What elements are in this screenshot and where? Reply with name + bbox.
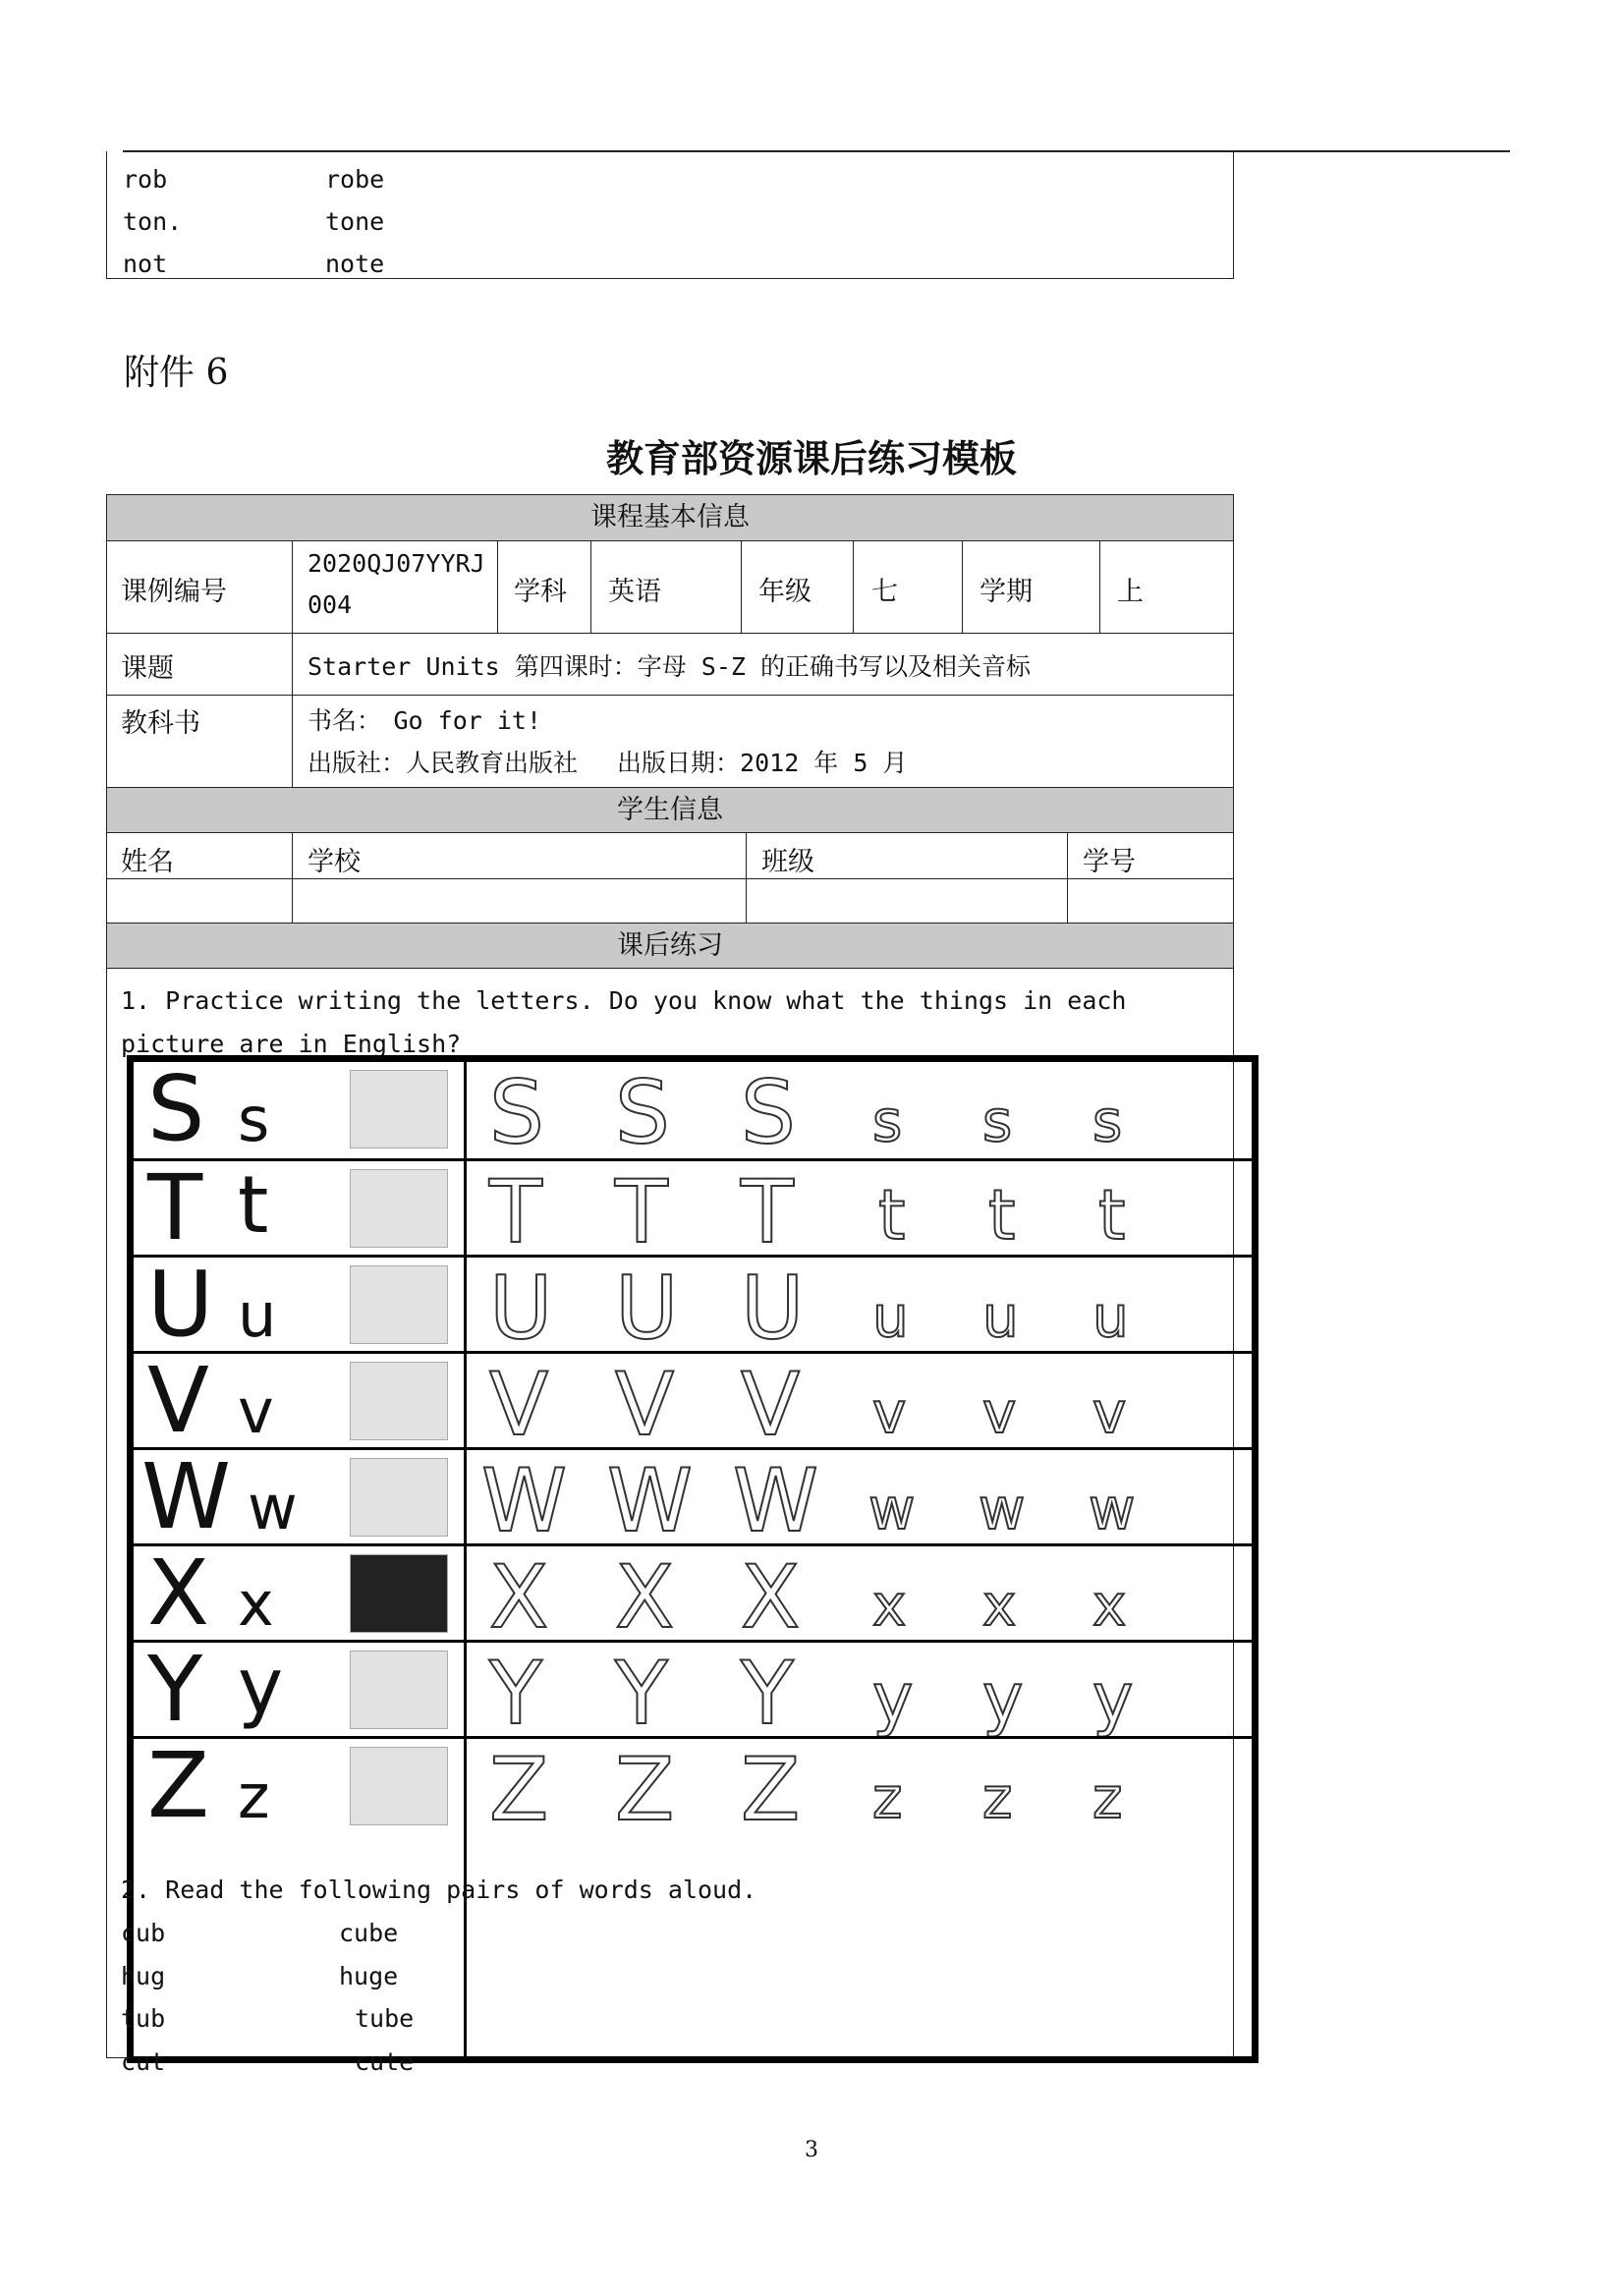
section-course-info: 课程基本信息 xyxy=(107,495,1233,541)
xray-icon xyxy=(350,1554,448,1633)
trace-lower: v xyxy=(982,1379,1017,1446)
trace-lower: s xyxy=(872,1088,903,1154)
turtle-icon xyxy=(350,1169,448,1248)
trace-upper: T xyxy=(741,1161,794,1262)
trace-lower: s xyxy=(1092,1088,1123,1154)
trace-upper: W xyxy=(733,1450,819,1551)
grade-label: 年级 xyxy=(758,577,812,607)
trace-lower: w xyxy=(868,1476,916,1542)
trace-lower: u xyxy=(1092,1283,1129,1350)
letter-upper: Z xyxy=(147,1733,210,1838)
letter-lower: s xyxy=(238,1084,270,1155)
trace-upper: Y xyxy=(615,1643,668,1744)
appendix-label: 附件 6 xyxy=(124,353,229,393)
topic-label: 课题 xyxy=(121,653,174,684)
subject-label: 学科 xyxy=(514,577,567,607)
letter-row xyxy=(134,1444,1252,1551)
trace-lower: t xyxy=(878,1175,906,1256)
trace-lower: y xyxy=(872,1658,914,1739)
term-value: 上 xyxy=(1117,577,1144,607)
trace-upper: W xyxy=(481,1450,568,1551)
word-pairs-box xyxy=(106,151,1234,279)
trace-upper: Y xyxy=(741,1643,794,1744)
subject-value: 英语 xyxy=(608,577,661,607)
trace-lower: v xyxy=(1092,1379,1127,1446)
word-a: rob xyxy=(123,165,168,194)
trace-lower: v xyxy=(872,1379,907,1446)
topic-value: Starter Units 第四课时：字母 S-Z 的正确书写以及相关音标 xyxy=(308,652,1031,681)
trace-upper: X xyxy=(741,1546,801,1648)
trace-lower: x xyxy=(872,1572,907,1639)
letter-upper: T xyxy=(147,1155,203,1260)
section-exercises: 课后练习 xyxy=(107,923,1233,969)
word-a: cub xyxy=(121,1919,166,1947)
question-1: 1. Practice writing the letters. Do you know what the things in each picture are in English? xyxy=(121,986,1127,1058)
letter-lower: y xyxy=(238,1643,284,1731)
trace-upper: T xyxy=(615,1161,668,1262)
trace-lower: x xyxy=(982,1572,1017,1639)
trace-upper: X xyxy=(489,1546,549,1648)
trace-upper: S xyxy=(489,1062,544,1163)
name-label: 姓名 xyxy=(121,847,174,877)
letter-lower: z xyxy=(238,1761,270,1832)
course-code-value-2: 004 xyxy=(308,590,353,619)
trace-upper: Z xyxy=(489,1739,549,1840)
yarn-icon xyxy=(350,1651,448,1729)
umbrella-icon xyxy=(350,1265,448,1344)
trace-lower: t xyxy=(988,1175,1016,1256)
letter-row xyxy=(134,1540,1252,1648)
letter-upper: V xyxy=(147,1348,209,1453)
word-b: tone xyxy=(325,207,385,236)
letter-upper: U xyxy=(147,1252,214,1357)
trace-upper: Z xyxy=(741,1739,801,1840)
trace-upper: U xyxy=(741,1258,805,1359)
trace-lower: y xyxy=(1092,1658,1134,1739)
student-id-label: 学号 xyxy=(1083,847,1136,877)
letter-row xyxy=(134,1056,1252,1163)
document-title: 教育部资源课后练习模板 xyxy=(605,436,1017,480)
zebra-icon xyxy=(350,1747,448,1825)
trace-upper: X xyxy=(615,1546,675,1648)
trace-lower: x xyxy=(1092,1572,1127,1639)
trace-upper: Y xyxy=(489,1643,542,1744)
whale-icon xyxy=(350,1458,448,1537)
word-b: note xyxy=(325,250,385,278)
letter-lower: u xyxy=(238,1279,277,1351)
trace-lower: z xyxy=(1092,1764,1123,1831)
word-a: tub xyxy=(121,2004,166,2033)
trace-lower: z xyxy=(872,1764,903,1831)
letter-lower: t xyxy=(238,1159,269,1251)
letter-row xyxy=(134,1733,1252,1840)
trace-upper: U xyxy=(615,1258,679,1359)
trace-upper: S xyxy=(741,1062,796,1163)
word-b: robe xyxy=(325,165,385,194)
trace-lower: u xyxy=(872,1283,909,1350)
letter-tracing-worksheet xyxy=(127,1055,1259,2063)
trace-upper: V xyxy=(489,1354,549,1455)
trace-upper: T xyxy=(489,1161,542,1262)
word-a: cut xyxy=(121,2047,166,2076)
letter-row xyxy=(134,1252,1252,1359)
trace-upper: W xyxy=(607,1450,694,1551)
word-b: cute xyxy=(355,2047,415,2076)
letter-upper: S xyxy=(147,1056,205,1161)
trace-lower: w xyxy=(1089,1476,1136,1542)
letter-lower: v xyxy=(238,1375,274,1447)
trace-upper: V xyxy=(615,1354,675,1455)
trace-upper: Z xyxy=(615,1739,675,1840)
letter-row xyxy=(134,1348,1252,1455)
page-number: 3 xyxy=(805,2138,818,2162)
class-label: 班级 xyxy=(761,847,814,877)
trace-lower: w xyxy=(979,1476,1026,1542)
textbook-label: 教科书 xyxy=(121,708,200,739)
letter-row xyxy=(134,1155,1252,1262)
grade-value: 七 xyxy=(871,577,898,607)
exercise-form xyxy=(106,494,1234,2076)
word-a: ton. xyxy=(123,207,183,236)
trace-lower: y xyxy=(982,1658,1024,1739)
trace-upper: U xyxy=(489,1258,553,1359)
trace-lower: s xyxy=(982,1088,1013,1154)
violin-icon xyxy=(350,1362,448,1440)
letter-upper: W xyxy=(141,1444,231,1549)
word-b: cube xyxy=(339,1919,399,1947)
course-code-label: 课例编号 xyxy=(121,577,227,607)
trace-upper: V xyxy=(741,1354,801,1455)
section-student-info: 学生信息 xyxy=(107,787,1233,833)
school-label: 学校 xyxy=(308,847,361,877)
letter-upper: Y xyxy=(147,1637,203,1742)
term-label: 学期 xyxy=(979,577,1033,607)
snowflake-icon xyxy=(350,1070,448,1148)
textbook-title: 书名： Go for it! xyxy=(308,706,542,735)
question-2: 2. Read the following pairs of words aloud. xyxy=(121,1876,757,1904)
word-a: hug xyxy=(121,1962,166,1990)
word-a: not xyxy=(123,250,168,278)
letter-row xyxy=(134,1637,1252,1744)
textbook-publisher: 出版社：人民教育出版社 出版日期：2012 年 5 月 xyxy=(308,749,908,777)
word-b: tube xyxy=(355,2004,415,2033)
trace-lower: z xyxy=(982,1764,1013,1831)
trace-upper: S xyxy=(615,1062,670,1163)
letter-lower: x xyxy=(238,1568,274,1640)
letter-upper: X xyxy=(147,1540,210,1646)
letter-lower: w xyxy=(248,1472,298,1543)
word-b: huge xyxy=(339,1962,399,1990)
course-code-value: 2020QJ07YYRJ xyxy=(308,549,485,578)
trace-lower: t xyxy=(1098,1175,1126,1256)
trace-lower: u xyxy=(982,1283,1019,1350)
